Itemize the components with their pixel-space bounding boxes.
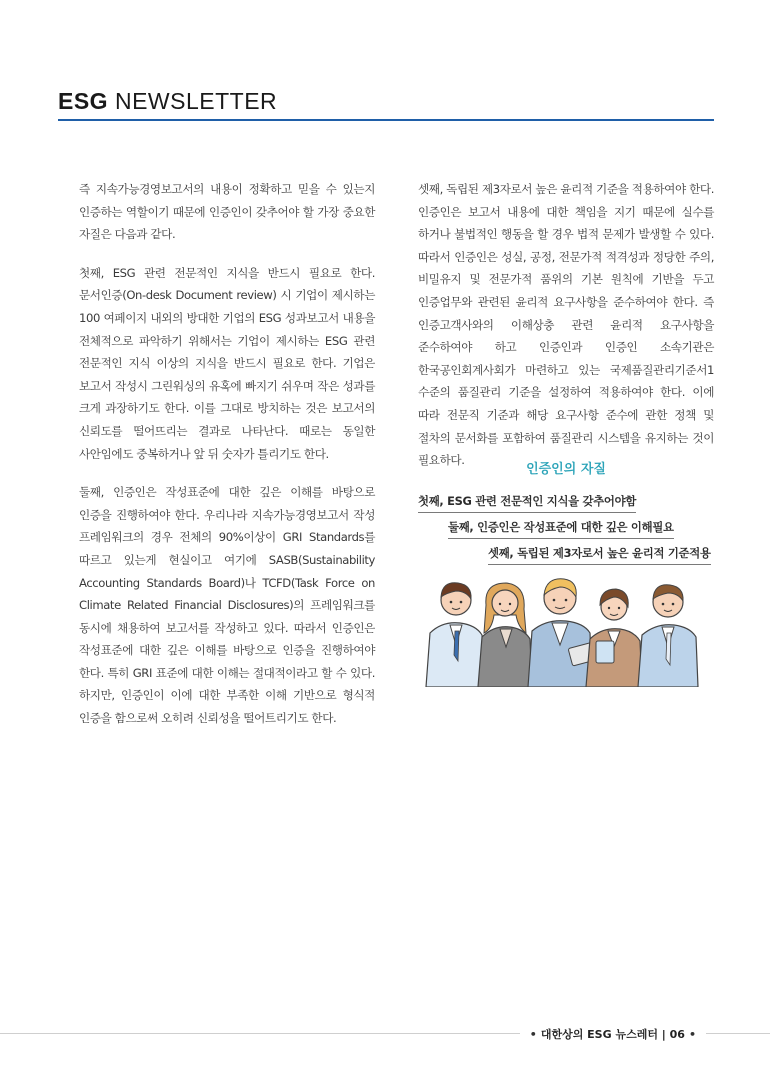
business-people-illustration xyxy=(420,575,716,687)
quality-item-3: 셋째, 독립된 제3자로서 높은 윤리적 기준적용 xyxy=(488,545,711,565)
paragraph-intro: 즉 지속가능경영보고서의 내용이 정확하고 믿을 수 있는지 인증하는 역할이기 때문에 인증인이 갖추어야 할 가장 중요한 자질은 다음과 같다. xyxy=(79,182,375,242)
person-4-figure xyxy=(586,589,642,687)
person-5-figure xyxy=(638,585,698,687)
paragraph-third-quality: 셋째, 독립된 제3자로서 높은 윤리적 기준을 적용하여야 한다. 인증인은 보고서 내용에 대한 책임을 지기 때문에 실수를 하거나 불법적인 행동을 할 경우 법적 문제가 발생할 수 있다. 따라서 인증인은 성실, 공정, 전문가적 적격성과 정당한 주의, 비밀유지 및 전문가적 품위의 기본 원칙에 기반을 두고 인증업무와 관련된 윤리적 요구사항을 준수하여야 한다. 즉 인증고객사와의 이해상충 관련 윤리적 요구사항을 준수하여야 하고 인증인과 인증인 소속기관은 한국공인회계사회가 마련하고 있는 국제품질관리기준서1 수준의 품질관리 기준을 설정하여 적용하여야 한다. 이에 따라 전문직 기준과 해당 요구사항 준수에 관한 정책 및 절차의 문서화를 포함하여 품질관리 시스템을 유지하는 것이 필요하다. xyxy=(418,182,714,468)
paragraph-second-quality: 둘째, 인증인은 작성표준에 대한 깊은 이해를 바탕으로 인증을 진행하여야 한다. 우리나라 지속가능경영보고서 작성 프레임워크의 경우 전체의 90%이상이 GRI Standards를 따르고 있는게 현실이고 여기에 SASB(Sustainability Accounting Standards Board)나 TCFD(Task Force on Climate Related Financial Disclosures)의 프레임워크를 동시에 채용하여 보고서를 작성하고 있다. 따라서 인증인은 작성표준에 대한 깊은 이해를 바탕으로 인증을 진행하여야 한다. 특히 GRI 표준에 대한 이해는 절대적이라고 할 수 있다. 하지만, 인증인이 이에 대한 부족한 이해 기반으로 형식적 인증을 함으로써 오히려 신뢰성을 떨어트리기도 한다. xyxy=(79,485,375,726)
bullet-dot: • xyxy=(529,1028,537,1041)
quality-item-1: 첫째, ESG 관련 전문적인 지식을 갖추어야함 xyxy=(418,493,636,513)
page-footer: • 대한상의 ESG 뉴스레터 | 06 • xyxy=(520,1026,706,1042)
footer-publication: 대한상의 ESG 뉴스레터 xyxy=(540,1028,658,1041)
paragraph-first-quality: 첫째, ESG 관련 전문적인 지식을 반드시 필요로 한다. 문서인증(On-desk Document review) 시 기업이 제시하는 100 여페이지 내외의 방대한 기업의 ESG 성과보고서 내용을 전체적으로 파악하기 위해서는 기업이 제시하는 ESG 관련 전문적인 지식 이상의 지식을 반드시 필요로 한다. 기업은 보고서 작성시 그린워싱의 유혹에 빠지기 쉬우며 작은 성과를 크게 과장하기도 한다. 이를 그대로 방치하는 것은 보고서의 신뢰도를 떨어뜨리는 결과로 나타난다. 때로는 동일한 사안임에도 중복하거나 앞 뒤 숫자가 틀리기도 한다. xyxy=(79,265,375,461)
header-divider xyxy=(58,119,714,121)
quality-item-2: 둘째, 인증인은 작성표준에 대한 깊은 이해필요 xyxy=(448,519,674,539)
title-rest: NEWSLETTER xyxy=(108,88,278,114)
bullet-dot: • xyxy=(688,1028,696,1041)
page-number: 06 xyxy=(669,1028,685,1041)
newsletter-title xyxy=(58,88,277,115)
title-bold: ESG xyxy=(58,88,109,114)
right-column xyxy=(418,178,714,488)
person-1-figure xyxy=(426,583,484,687)
qualities-subtitle: 인증인의 자질 xyxy=(526,462,606,477)
person-2-figure xyxy=(478,583,532,687)
left-column xyxy=(79,178,375,746)
